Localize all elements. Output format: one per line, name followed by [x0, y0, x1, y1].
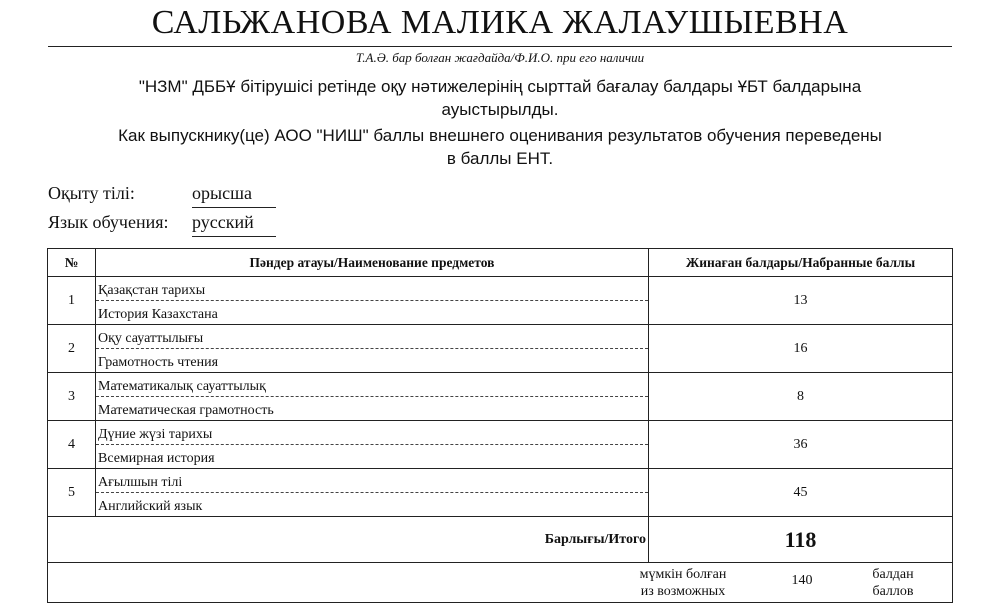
- max-score-suffix: [848, 566, 938, 600]
- caption-kazakh-line-1: "НЗМ" ДББҰ бітірушісі ретінде оқу нәтижелерінің сырттай бағалау балдары ҰБТ балдарына: [138, 77, 862, 96]
- table-row: [48, 277, 953, 325]
- max-score-suffix-ru: баллов: [872, 583, 914, 599]
- fio-hint: Т.А.Ә. бар болған жағдайда/Ф.И.О. при его наличии: [355, 50, 645, 65]
- total-row: [48, 517, 953, 563]
- table-row: [48, 373, 953, 421]
- max-score-value: 140: [791, 572, 813, 588]
- caption-russian-line-1: Как выпускнику(це) АОО "НИШ" баллы внешнего оценивания результатов обучения переведены: [118, 126, 882, 145]
- caption-russian-line-2: в баллы ЕНТ.: [446, 149, 554, 168]
- subject-cell: [96, 421, 649, 469]
- subject-cell: [96, 277, 649, 325]
- language-label-kz: Оқыту тілі:: [48, 183, 135, 203]
- row-score: 36: [649, 421, 953, 469]
- table-row: [48, 421, 953, 469]
- row-score: 45: [649, 469, 953, 517]
- caption-kazakh: [80, 75, 920, 121]
- header-subject: Пәндер атауы/Наименование предметов: [96, 249, 649, 277]
- subject-name-kz: Дүние жүзі тарихы: [96, 421, 648, 445]
- table-row: [48, 469, 953, 517]
- subject-cell: [96, 373, 649, 421]
- row-number: 5: [48, 469, 96, 517]
- total-label: Барлығы/Итого: [48, 517, 649, 563]
- subject-cell: [96, 325, 649, 373]
- row-number: 2: [48, 325, 96, 373]
- header-score: Жинаған балдары/Набранные баллы: [649, 249, 953, 277]
- max-score-row: [48, 563, 953, 603]
- table-header-row: [48, 249, 953, 277]
- student-full-name: САЛЬЖАНОВА МАЛИКА ЖАЛАУШЫЕВНА: [151, 4, 849, 41]
- subject-name-ru: Математическая грамотность: [98, 403, 274, 418]
- language-label-ru: Язык обучения:: [48, 212, 169, 232]
- grades-table: [47, 248, 953, 603]
- name-underline: [48, 46, 952, 47]
- subject-name-kz: Оқу сауаттылығы: [96, 325, 648, 349]
- total-score: 118: [649, 517, 953, 563]
- subject-name-kz: Математикалық сауаттылық: [96, 373, 648, 397]
- subject-name-kz: Қазақстан тарихы: [96, 277, 648, 301]
- row-score: 8: [649, 373, 953, 421]
- max-score-cell: [48, 563, 953, 603]
- max-score-prefix: [628, 566, 738, 600]
- table-row: [48, 325, 953, 373]
- row-number: 4: [48, 421, 96, 469]
- caption-kazakh-line-2: ауыстырылды.: [441, 100, 559, 119]
- max-score-prefix-kz: мүмкін болған: [639, 566, 727, 582]
- row-number: 3: [48, 373, 96, 421]
- row-number: 1: [48, 277, 96, 325]
- subject-name-ru: Английский язык: [98, 499, 203, 514]
- max-score-prefix-ru: из возможных: [640, 583, 726, 599]
- subject-name-kz: Ағылшын тілі: [96, 469, 648, 493]
- row-score: 16: [649, 325, 953, 373]
- caption-russian: [80, 124, 920, 170]
- subject-name-ru: Грамотность чтения: [98, 355, 219, 370]
- max-score-suffix-kz: балдан: [872, 566, 914, 582]
- subject-cell: [96, 469, 649, 517]
- subject-name-ru: Всемирная история: [98, 451, 215, 466]
- subject-name-ru: История Казахстана: [98, 307, 218, 322]
- language-value-kz: орысша: [192, 183, 276, 208]
- header-number: №: [48, 249, 96, 277]
- row-score: 13: [649, 277, 953, 325]
- language-value-ru: русский: [192, 212, 276, 237]
